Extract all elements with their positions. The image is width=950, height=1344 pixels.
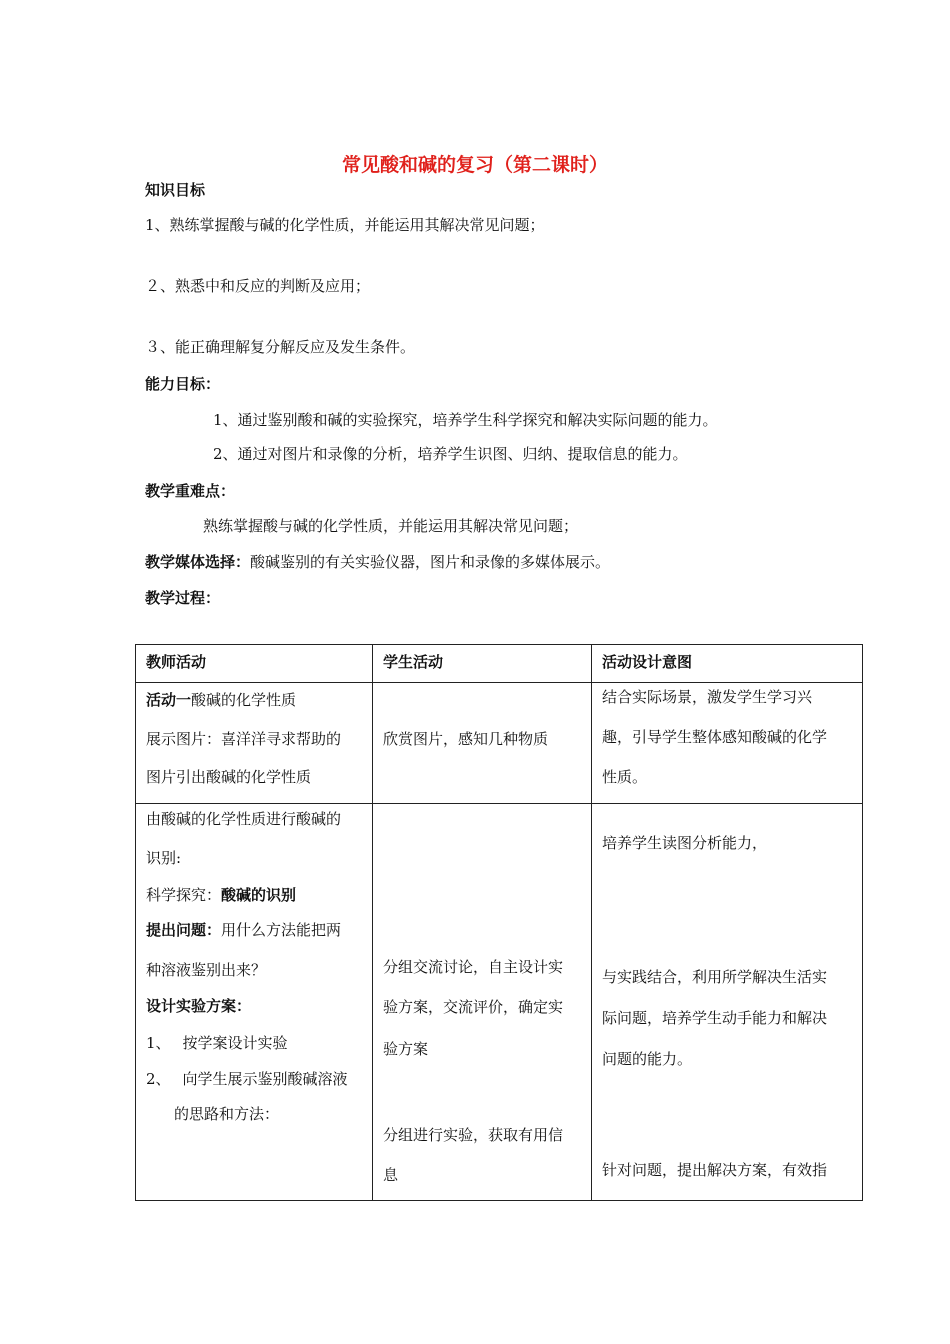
row2-intent-cell [592, 804, 863, 1201]
row1-teacher-line: 图片引出酸碱的化学性质 [146, 768, 312, 786]
header-teacher: 教师活动 [146, 653, 207, 671]
explore-label: 科学探究： [146, 886, 222, 904]
knowledge-item-1: 1、熟练掌握酸与碱的化学性质，并能运用其解决常见问题； [145, 216, 545, 234]
question-text: 用什么方法能把两 [221, 921, 342, 939]
row2-teacher-cell [136, 804, 373, 1201]
ability-heading: 能力目标： [145, 375, 221, 393]
ability-item-2: 2、通过对图片和录像的分析，培养学生识图、归纳、提取信息的能力。 [213, 445, 688, 463]
row1-student-text: 欣赏图片，感知几种物质 [383, 730, 549, 748]
row2-teacher-line: 识别: [146, 849, 182, 867]
row1-student-cell [373, 683, 592, 804]
step-2 [146, 1068, 348, 1089]
ability-item-1: 1、通过鉴别酸和碱的实验探究，培养学生科学探究和解决实际问题的能力。 [213, 411, 718, 429]
row2-intent-line: 与实践结合，利用所学解决生活实 [602, 968, 828, 986]
step-2-text: 向学生展示鉴别酸碱溶液 [182, 1070, 348, 1088]
row2-intent-line: 际问题，培养学生动手能力和解决 [602, 1009, 828, 1027]
row2-student-line: 验方案，交流评价，确定实 [383, 998, 564, 1016]
header-cell-student [373, 645, 592, 683]
knowledge-heading: 知识目标 [145, 181, 206, 199]
step-1-text: 按学案设计实验 [182, 1034, 288, 1052]
step-1 [146, 1032, 288, 1053]
row1-teacher-line: 展示图片：喜洋洋寻求帮助的 [146, 730, 342, 748]
row1-intent-line: 性质。 [602, 768, 648, 786]
media-line [145, 551, 610, 572]
media-heading: 教学媒体选择： [145, 553, 251, 571]
document-title: 常见酸和碱的复习（第二课时） [341, 154, 608, 176]
key-points-heading: 教学重难点： [145, 482, 236, 500]
row1-teacher-title-line [146, 689, 296, 710]
header-cell-intent [592, 645, 863, 683]
activity-title: 酸碱的化学性质 [191, 691, 297, 709]
question-line [146, 919, 341, 940]
knowledge-item-3: ３、能正确理解复分解反应及发生条件。 [145, 338, 416, 356]
row1-intent-cell [592, 683, 863, 804]
header-intent: 活动设计意图 [602, 653, 693, 671]
row1-intent-line: 趣，引导学生整体感知酸碱的化学 [602, 728, 828, 746]
row2-student-line: 分组交流讨论，自主设计实 [383, 958, 564, 976]
process-heading: 教学过程： [145, 589, 221, 607]
explore-line [146, 884, 296, 905]
design-label: 设计实验方案： [146, 997, 252, 1015]
header-cell-teacher [136, 645, 373, 683]
row1-intent-line: 结合实际场景，激发学生学习兴 [602, 688, 813, 706]
question-line-2: 种溶液鉴别出来？ [146, 961, 267, 979]
explore-title: 酸碱的识别 [221, 886, 297, 904]
row2-intent-line: 培养学生读图分析能力， [602, 834, 768, 852]
media-text: 酸碱鉴别的有关实验仪器，图片和录像的多媒体展示。 [250, 553, 611, 571]
header-student: 学生活动 [383, 653, 444, 671]
activity-label: 活动一 [146, 691, 192, 709]
row2-intent-line: 针对问题，提出解决方案，有效指 [602, 1161, 828, 1179]
teaching-process-table [135, 644, 863, 1201]
question-label: 提出问题： [146, 921, 222, 939]
row2-intent-line: 问题的能力。 [602, 1050, 693, 1068]
table-header-row [136, 645, 863, 683]
step-2-line-2: 的思路和方法： [174, 1105, 280, 1123]
row2-student-line: 分组进行实验，获取有用信 [383, 1126, 564, 1144]
table-row [136, 683, 863, 804]
row1-teacher-cell [136, 683, 373, 804]
row2-student-line: 息 [383, 1166, 399, 1184]
knowledge-item-2: ２、熟悉中和反应的判断及应用； [145, 277, 371, 295]
row2-student-line: 验方案 [383, 1040, 429, 1058]
table-row [136, 804, 863, 1201]
step-1-number: 1、 [146, 1034, 171, 1052]
row2-student-cell [373, 804, 592, 1201]
step-2-number: 2、 [146, 1070, 171, 1088]
key-points-text: 熟练掌握酸与碱的化学性质，并能运用其解决常见问题； [203, 517, 579, 535]
row2-teacher-line: 由酸碱的化学性质进行酸碱的 [146, 810, 342, 828]
